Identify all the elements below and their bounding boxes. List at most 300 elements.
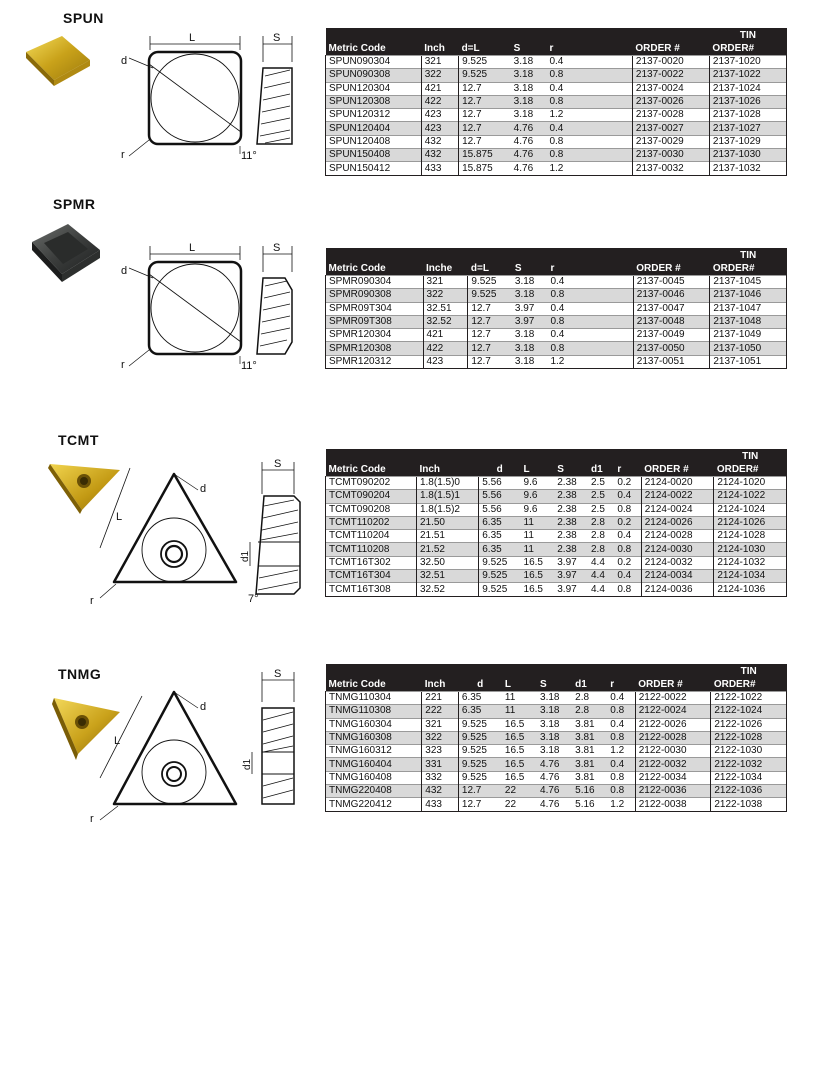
cell-order: 2124-0024: [641, 503, 714, 516]
cell-blank: [574, 149, 632, 162]
section-title-spun: SPUN: [63, 10, 104, 26]
cell-code: TNMG160308: [326, 731, 422, 744]
cell-value: 11: [521, 530, 555, 543]
header-c4: d1: [588, 463, 614, 477]
cell-value: 9.525: [479, 556, 521, 569]
cell-tin-order: 2124-1026: [714, 516, 787, 529]
cell-blank: [575, 329, 633, 342]
cell-value: 3.18: [512, 342, 548, 355]
cell-code: SPUN150412: [326, 162, 422, 175]
table-row: [326, 731, 787, 744]
cell-tin-order: 2124-1030: [714, 543, 787, 556]
cell-tin-order: 2137-1051: [710, 355, 787, 368]
cell-order: 2137-0050: [633, 342, 710, 355]
header-c3: r: [547, 262, 575, 276]
cell-value: 6.35: [458, 692, 501, 705]
cell-code: SPUN150408: [326, 149, 422, 162]
cell-value: 0.8: [546, 135, 574, 148]
cell-value: 0.8: [607, 731, 634, 744]
header-inch: Inch: [416, 463, 478, 477]
cell-code: TCMT16T304: [326, 570, 417, 583]
cell-order: 2122-0032: [635, 758, 711, 771]
cell-code: SPUN120304: [326, 82, 422, 95]
cell-value: 3.81: [572, 758, 607, 771]
cell-value: 4.76: [537, 785, 572, 798]
cell-inch: 221: [422, 692, 459, 705]
header-blank: [575, 262, 633, 276]
cell-blank: [575, 342, 633, 355]
cell-value: 0.2: [614, 556, 640, 569]
cell-tin-order: 2124-1034: [714, 570, 787, 583]
header-metric-code: Metric Code: [326, 262, 424, 276]
cell-value: 6.35: [479, 543, 521, 556]
cell-inch: 423: [423, 355, 468, 368]
cell-value: 3.18: [512, 289, 548, 302]
table-row: [326, 745, 787, 758]
cell-value: 3.97: [554, 556, 588, 569]
header-tin: TIN: [711, 664, 787, 678]
cell-value: 3.81: [572, 731, 607, 744]
cell-value: 3.81: [572, 745, 607, 758]
cell-value: 0.8: [546, 69, 574, 82]
cell-tin-order: 2137-1029: [709, 135, 786, 148]
table-row: [326, 95, 787, 108]
cell-value: 0.8: [607, 771, 634, 784]
cell-inch: 32.52: [423, 315, 468, 328]
cell-blank: [575, 289, 633, 302]
cell-code: SPUN120408: [326, 135, 422, 148]
cell-inch: 433: [421, 162, 458, 175]
cell-order: 2137-0030: [632, 149, 709, 162]
cell-value: 15.875: [459, 162, 511, 175]
cell-tin-order: 2124-1024: [714, 503, 787, 516]
cell-value: 1.2: [607, 745, 634, 758]
cell-value: 12.7: [459, 135, 511, 148]
cell-value: 16.5: [521, 583, 555, 596]
cell-inch: 321: [421, 56, 458, 69]
cell-value: 4.76: [511, 149, 547, 162]
table-row: [326, 543, 787, 556]
cell-value: 11: [521, 543, 555, 556]
cell-inch: 323: [422, 745, 459, 758]
cell-value: 0.2: [614, 516, 640, 529]
cell-inch: 32.50: [416, 556, 478, 569]
cell-inch: 432: [422, 785, 459, 798]
table-row: [326, 276, 787, 289]
cell-order: 2122-0034: [635, 771, 711, 784]
cell-value: 2.38: [554, 503, 588, 516]
cell-inch: 21.50: [416, 516, 478, 529]
spun-label-r: r: [121, 149, 125, 161]
cell-value: 3.81: [572, 771, 607, 784]
header-c5: r: [614, 463, 640, 477]
cell-tin-order: 2137-1020: [709, 56, 786, 69]
header-c2: L: [521, 463, 555, 477]
cell-value: 12.7: [459, 95, 511, 108]
cell-order: 2137-0047: [633, 302, 710, 315]
cell-code: SPUN120404: [326, 122, 422, 135]
table-row: [326, 342, 787, 355]
cell-order: 2137-0032: [632, 162, 709, 175]
cell-value: 9.525: [468, 276, 512, 289]
header-inch: Inch: [421, 42, 458, 56]
header-tin-order: ORDER#: [710, 262, 787, 276]
cell-value: 0.8: [614, 583, 640, 596]
cell-value: 6.35: [458, 705, 501, 718]
cell-value: 9.6: [521, 503, 555, 516]
table-row: [326, 503, 787, 516]
cell-blank: [575, 276, 633, 289]
cell-inch: 32.51: [423, 302, 468, 315]
cell-value: 0.8: [614, 543, 640, 556]
cell-value: 1.2: [547, 355, 575, 368]
cell-order: 2137-0026: [632, 95, 709, 108]
cell-order: 2124-0028: [641, 530, 714, 543]
cell-tin-order: 2122-1024: [711, 705, 787, 718]
cell-value: 11: [521, 516, 555, 529]
table-row: [326, 718, 787, 731]
header-cell: [326, 28, 710, 42]
cell-order: 2137-0024: [632, 82, 709, 95]
tnmg-label-d1: d1: [242, 758, 253, 770]
cell-value: 4.76: [537, 798, 572, 811]
cell-tin-order: 2137-1032: [709, 162, 786, 175]
cell-inch: 32.52: [416, 583, 478, 596]
table-row: [326, 692, 787, 705]
cell-order: 2122-0036: [635, 785, 711, 798]
spmr-insert-photo: [26, 218, 104, 288]
cell-value: 2.8: [572, 692, 607, 705]
cell-value: 1.2: [546, 109, 574, 122]
cell-value: 16.5: [502, 758, 537, 771]
cell-inch: 423: [421, 122, 458, 135]
header-metric-code: Metric Code: [326, 463, 417, 477]
cell-value: 6.35: [479, 516, 521, 529]
cell-value: 9.525: [459, 69, 511, 82]
cell-code: TCMT110208: [326, 543, 417, 556]
cell-value: 9.525: [458, 718, 501, 731]
table-row: [326, 302, 787, 315]
cell-tin-order: 2122-1038: [711, 798, 787, 811]
cell-value: 0.8: [547, 315, 575, 328]
cell-order: 2124-0032: [641, 556, 714, 569]
cell-tin-order: 2124-1036: [714, 583, 787, 596]
table-row: [326, 109, 787, 122]
header-cell: [326, 248, 710, 262]
cell-tin-order: 2137-1022: [709, 69, 786, 82]
header-c2: S: [512, 262, 548, 276]
cell-inch: 331: [422, 758, 459, 771]
cell-code: SPMR120304: [326, 329, 424, 342]
tcmt-label-S: S: [274, 458, 282, 470]
cell-value: 9.525: [458, 731, 501, 744]
cell-blank: [574, 82, 632, 95]
cell-inch: 21.52: [416, 543, 478, 556]
spun-label-d: d: [121, 55, 128, 67]
cell-code: SPUN120308: [326, 95, 422, 108]
cell-value: 9.525: [479, 570, 521, 583]
cell-value: 12.7: [468, 315, 512, 328]
cell-tin-order: 2124-1020: [714, 477, 787, 490]
cell-tin-order: 2122-1028: [711, 731, 787, 744]
cell-value: 4.4: [588, 556, 614, 569]
cell-inch: 322: [422, 731, 459, 744]
header-inch: Inch: [422, 678, 459, 692]
cell-value: 0.8: [546, 149, 574, 162]
cell-tin-order: 2122-1032: [711, 758, 787, 771]
cell-value: 12.7: [459, 82, 511, 95]
cell-inch: 432: [421, 135, 458, 148]
spmr-label-L: L: [189, 242, 196, 254]
cell-tin-order: 2124-1028: [714, 530, 787, 543]
cell-tin-order: 2124-1032: [714, 556, 787, 569]
cell-inch: 332: [422, 771, 459, 784]
table-row: [326, 705, 787, 718]
cell-value: 4.76: [511, 135, 547, 148]
cell-inch: 422: [421, 95, 458, 108]
header-c5: r: [607, 678, 634, 692]
cell-inch: 322: [421, 69, 458, 82]
header-metric-code: Metric Code: [326, 678, 422, 692]
tcmt-table: [325, 449, 787, 597]
cell-value: 3.18: [512, 276, 548, 289]
cell-code: TNMG160408: [326, 771, 422, 784]
header-tin-order: ORDER#: [709, 42, 786, 56]
cell-code: TNMG220412: [326, 798, 422, 811]
cell-order: 2137-0049: [633, 329, 710, 342]
table-row: [326, 122, 787, 135]
spun-table: [325, 28, 787, 176]
cell-blank: [574, 69, 632, 82]
cell-inch: 432: [421, 149, 458, 162]
cell-code: SPMR09T304: [326, 302, 424, 315]
cell-inch: 21.51: [416, 530, 478, 543]
cell-value: 4.76: [537, 758, 572, 771]
cell-value: 4.4: [588, 583, 614, 596]
cell-value: 2.38: [554, 516, 588, 529]
header-blank: [574, 42, 632, 56]
header-tin: TIN: [714, 449, 787, 463]
table-row: [326, 570, 787, 583]
header-tin: TIN: [709, 28, 786, 42]
cell-blank: [575, 315, 633, 328]
cell-value: 3.18: [511, 95, 547, 108]
cell-inch: 321: [423, 276, 468, 289]
cell-value: 9.525: [479, 583, 521, 596]
cell-value: 3.18: [511, 69, 547, 82]
header-tin: TIN: [710, 248, 787, 262]
cell-tin-order: 2122-1022: [711, 692, 787, 705]
cell-order: 2122-0038: [635, 798, 711, 811]
cell-value: 3.18: [537, 692, 572, 705]
cell-value: 4.4: [588, 570, 614, 583]
table-row: [326, 149, 787, 162]
cell-code: SPUN090308: [326, 69, 422, 82]
cell-value: 3.97: [512, 315, 548, 328]
cell-value: 16.5: [502, 731, 537, 744]
cell-value: 0.8: [614, 503, 640, 516]
cell-code: TNMG160304: [326, 718, 422, 731]
cell-tin-order: 2137-1048: [710, 315, 787, 328]
table-row: [326, 530, 787, 543]
header-c3: S: [554, 463, 588, 477]
tcmt-label-L: L: [116, 511, 123, 523]
table-row: [326, 355, 787, 368]
cell-code: SPMR09T308: [326, 315, 424, 328]
spmr-label-d: d: [121, 265, 128, 277]
header-order: ORDER #: [641, 463, 714, 477]
header-c2: S: [511, 42, 547, 56]
cell-code: TCMT16T308: [326, 583, 417, 596]
cell-tin-order: 2137-1045: [710, 276, 787, 289]
table-row: [326, 490, 787, 503]
cell-value: 2.8: [588, 530, 614, 543]
cell-value: 0.8: [547, 289, 575, 302]
cell-value: 2.38: [554, 530, 588, 543]
cell-code: TNMG110304: [326, 692, 422, 705]
cell-value: 12.7: [468, 355, 512, 368]
cell-inch: 1.8(1.5)0: [416, 477, 478, 490]
cell-tin-order: 2137-1026: [709, 95, 786, 108]
table-row: [326, 798, 787, 811]
cell-code: TNMG220408: [326, 785, 422, 798]
cell-value: 0.4: [547, 302, 575, 315]
cell-value: 9.525: [458, 745, 501, 758]
header-c1: d=L: [468, 262, 512, 276]
cell-tin-order: 2122-1030: [711, 745, 787, 758]
cell-value: 0.4: [547, 276, 575, 289]
cell-value: 3.18: [512, 329, 548, 342]
cell-value: 6.35: [479, 530, 521, 543]
cell-order: 2137-0046: [633, 289, 710, 302]
section-title-tnmg: TNMG: [58, 666, 102, 682]
cell-value: 5.16: [572, 785, 607, 798]
cell-value: 0.4: [546, 122, 574, 135]
tcmt-label-d1: d1: [240, 550, 251, 562]
spun-diagram: [115, 28, 315, 178]
cell-inch: 32.51: [416, 570, 478, 583]
cell-value: 16.5: [521, 556, 555, 569]
header-order: ORDER #: [632, 42, 709, 56]
cell-value: 2.5: [588, 477, 614, 490]
cell-value: 2.5: [588, 490, 614, 503]
cell-value: 12.7: [458, 798, 501, 811]
cell-value: 0.8: [546, 95, 574, 108]
header-c3: S: [537, 678, 572, 692]
cell-value: 2.38: [554, 543, 588, 556]
cell-order: 2124-0030: [641, 543, 714, 556]
header-inch: Inche: [423, 262, 468, 276]
cell-code: SPMR090304: [326, 276, 424, 289]
cell-value: 5.56: [479, 503, 521, 516]
cell-code: TNMG160404: [326, 758, 422, 771]
cell-inch: 422: [423, 342, 468, 355]
cell-order: 2137-0048: [633, 315, 710, 328]
cell-value: 0.4: [607, 692, 634, 705]
cell-value: 3.18: [511, 56, 547, 69]
cell-order: 2137-0045: [633, 276, 710, 289]
cell-value: 16.5: [502, 771, 537, 784]
cell-inch: 322: [423, 289, 468, 302]
table-row: [326, 516, 787, 529]
cell-blank: [574, 135, 632, 148]
cell-code: SPMR120308: [326, 342, 424, 355]
cell-order: 2137-0051: [633, 355, 710, 368]
cell-order: 2122-0022: [635, 692, 711, 705]
cell-code: TCMT090204: [326, 490, 417, 503]
header-cell: [326, 664, 711, 678]
spun-insert-photo: [22, 30, 94, 90]
cell-value: 3.18: [511, 82, 547, 95]
cell-inch: 421: [421, 82, 458, 95]
header-c1: d: [458, 678, 501, 692]
table-row: [326, 69, 787, 82]
cell-tin-order: 2137-1028: [709, 109, 786, 122]
table-row: [326, 162, 787, 175]
cell-value: 0.4: [614, 530, 640, 543]
cell-inch: 321: [422, 718, 459, 731]
cell-blank: [574, 56, 632, 69]
cell-value: 5.56: [479, 490, 521, 503]
cell-value: 3.97: [554, 583, 588, 596]
tnmg-label-d: d: [200, 701, 207, 713]
spun-label-L: L: [189, 32, 196, 44]
cell-code: TNMG160312: [326, 745, 422, 758]
cell-blank: [574, 122, 632, 135]
cell-tin-order: 2122-1026: [711, 718, 787, 731]
cell-code: TCMT090208: [326, 503, 417, 516]
cell-value: 0.2: [614, 477, 640, 490]
header-c1: d: [479, 463, 521, 477]
spmr-label-angle: 11°: [241, 360, 257, 372]
table-row: [326, 329, 787, 342]
cell-order: 2122-0030: [635, 745, 711, 758]
cell-inch: 423: [421, 109, 458, 122]
cell-tin-order: 2122-1036: [711, 785, 787, 798]
cell-value: 0.4: [546, 56, 574, 69]
table-row: [326, 289, 787, 302]
cell-tin-order: 2137-1046: [710, 289, 787, 302]
cell-value: 2.8: [588, 516, 614, 529]
tcmt-label-r: r: [90, 595, 94, 606]
cell-value: 3.18: [537, 705, 572, 718]
table-row: [326, 785, 787, 798]
cell-tin-order: 2137-1027: [709, 122, 786, 135]
cell-value: 12.7: [468, 302, 512, 315]
cell-order: 2124-0026: [641, 516, 714, 529]
cell-value: 0.8: [607, 705, 634, 718]
cell-value: 15.875: [459, 149, 511, 162]
cell-code: TNMG110308: [326, 705, 422, 718]
cell-order: 2124-0036: [641, 583, 714, 596]
cell-value: 22: [502, 798, 537, 811]
cell-order: 2124-0034: [641, 570, 714, 583]
cell-value: 2.38: [554, 490, 588, 503]
cell-tin-order: 2137-1024: [709, 82, 786, 95]
cell-order: 2122-0028: [635, 731, 711, 744]
spmr-label-S: S: [273, 242, 281, 254]
cell-value: 4.76: [511, 122, 547, 135]
cell-blank: [574, 109, 632, 122]
cell-value: 3.18: [511, 109, 547, 122]
cell-value: 9.525: [459, 56, 511, 69]
spmr-diagram: [115, 238, 315, 388]
cell-value: 12.7: [468, 342, 512, 355]
cell-value: 0.4: [607, 758, 634, 771]
cell-code: TCMT110202: [326, 516, 417, 529]
cell-value: 11: [502, 705, 537, 718]
tnmg-table: [325, 664, 787, 812]
